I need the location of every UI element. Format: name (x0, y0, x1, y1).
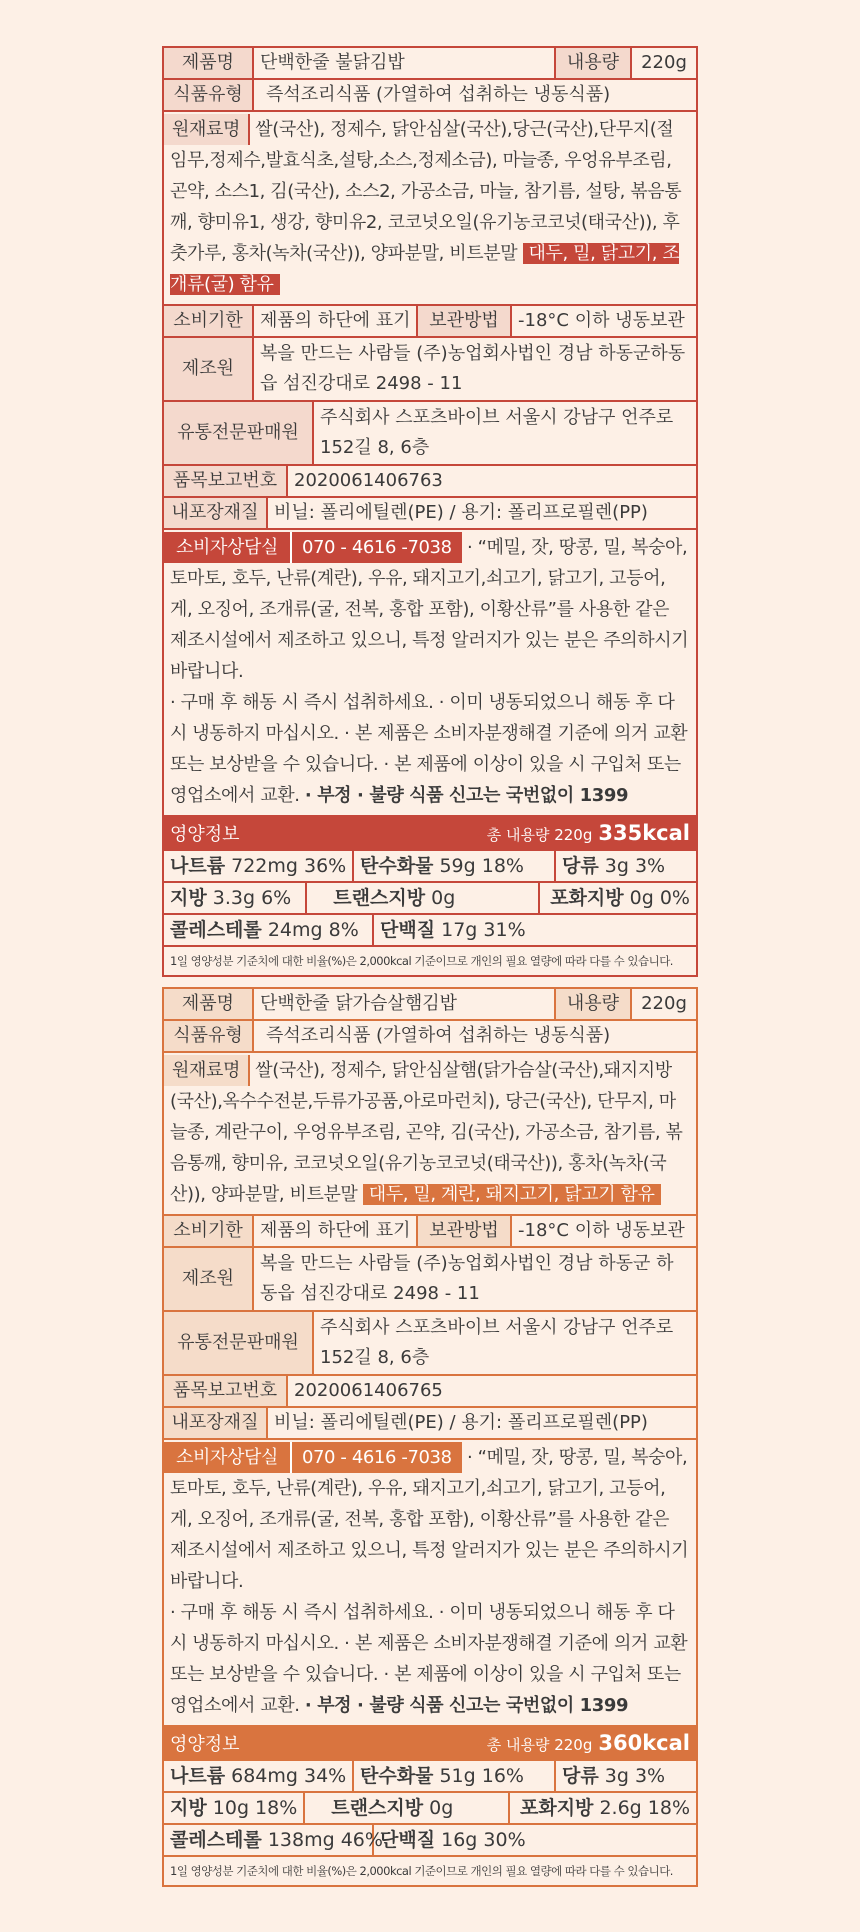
notice-block (164, 1440, 696, 1725)
fat-cell (164, 1793, 305, 1823)
fat-label: 지방 (170, 1797, 207, 1819)
sodium-value: 684mg 34% (231, 1765, 347, 1787)
consumer-center-phone: 070 - 4616 -7038 (290, 1442, 462, 1473)
nutrition-total: 총 내용량 220g (486, 1736, 593, 1754)
product-name-row (164, 48, 696, 80)
nutrition-summary (487, 1731, 690, 1755)
manufacturer-row (164, 338, 696, 402)
nutrition-title: 영양정보 (170, 824, 240, 845)
volume-value: 220g (641, 993, 687, 1014)
ingredients-block (164, 112, 696, 304)
sat-fat-label: 포화지방 (519, 1797, 594, 1819)
fat-value: 3.3g 6% (212, 887, 292, 909)
expiry-label: 소비기한 (164, 306, 254, 336)
ingredients-text: 쌀(국산), 정제수, 닭안심살햄(닭가슴살(국산),돼지지방(국산),옥수수전분,두류가공품,아로마런치), 당근(국산), 단무지, 마늘종, 계란구이, 우엉유부조림, 곤약, 김(국산), 가공소금, 참기름, 볶음통깨, 향미유, 코코넛오일(유기농코코넛(태국산)), 홍차(녹차(국산)), 양파분말, 비트분말 (170, 1060, 683, 1205)
distributor-row (164, 402, 696, 466)
nutrition-row-1 (164, 1761, 696, 1793)
food-type-label: 식품유형 (164, 80, 254, 110)
expiry-row (164, 306, 696, 338)
distributor-row (164, 1312, 696, 1376)
protein-label: 단백질 (380, 919, 436, 941)
cholesterol-cell (164, 915, 374, 945)
nutrition-kcal: 335kcal (598, 821, 690, 845)
ingredients-text: 쌀(국산), 정제수, 닭안심살(국산),당근(국산),단무지(절임무,정제수,발효식초,설탕,소스,정제소금), 마늘종, 우엉유부조림, 곤약, 소스1, 김(국산), 소스2, 가공소금, 마늘, 참기름, 설탕, 볶음통깨, 향미유1, 생강, 향미유2, 코코넛오일(유기농코코넛(태국산)), 후춧가루, 홍차(녹차(국산)), 양파분말, 비트분말 (170, 119, 682, 264)
sodium-value: 722mg 36% (231, 855, 347, 877)
packaging-value: 비닐: 폴리에틸렌(PE) / 용기: 폴리프로필렌(PP) (274, 1412, 648, 1433)
sat-fat-value: 0g 0% (629, 887, 690, 909)
volume-value: 220g (641, 52, 687, 73)
allergy-notice: · “메밀, 잣, 땅콩, 밀, 복숭아, 토마토, 호두, 난류(계란), 우유, 돼지고기,쇠고기, 닭고기, 고등어, 게, 오징어, 조개류(굴, 전복, 홍합 포함), 이황산류”를 사용한 같은 제조시설에서 제조하고 있으니, 특정 알러지가 있는 분은 주의하시기 바랍니다. (170, 537, 689, 682)
allergen-badge: 대두, 밀, 닭고기, 조개류(굴) 함유 (170, 243, 680, 295)
manufacturer-row (164, 1248, 696, 1312)
carb-value: 51g 16% (439, 1765, 524, 1787)
cholesterol-value: 24mg 8% (267, 919, 359, 941)
manufacturer-value: 복을 만드는 사람들 (주)농업회사법인 경남 하동군 하동읍 섬진강대로 2498 - 11 (260, 1253, 674, 1304)
food-type-row (164, 1021, 696, 1053)
expiry-row (164, 1216, 696, 1248)
sugar-label: 당류 (562, 1765, 599, 1787)
distributor-value: 주식회사 스포츠바이브 서울시 강남구 언주로 152길 8, 6층 (320, 407, 674, 458)
expiry-label: 소비기한 (164, 1216, 254, 1246)
storage-label: 보관방법 (418, 1216, 512, 1246)
product-name-label: 제품명 (164, 48, 254, 78)
notice-block (164, 530, 696, 815)
trans-fat-cell (305, 1793, 510, 1823)
storage-label: 보관방법 (418, 306, 512, 336)
report-number: 2020061406763 (294, 470, 443, 491)
consumer-center-phone: 070 - 4616 -7038 (290, 532, 462, 563)
sugar-cell (556, 851, 696, 881)
notice-row (164, 1440, 696, 1727)
food-type-row (164, 80, 696, 112)
ingredients-label: 원재료명 (164, 114, 250, 145)
cholesterol-value: 138mg 46% (267, 1829, 383, 1851)
storage-value: -18°C 이하 냉동보관 (518, 1220, 685, 1241)
distributor-label: 유통전문판매원 (164, 402, 314, 464)
nutrition-row-1 (164, 851, 696, 883)
nutrition-total: 총 내용량 220g (486, 826, 593, 844)
protein-value: 16g 30% (441, 1829, 526, 1851)
packaging-value: 비닐: 폴리에틸렌(PE) / 용기: 폴리프로필렌(PP) (274, 502, 648, 523)
packaging-label: 내포장재질 (164, 498, 268, 528)
sugar-value: 3g 3% (604, 1765, 666, 1787)
packaging-row (164, 498, 696, 530)
sodium-label: 나트륨 (170, 1765, 226, 1787)
nutrition-row-3 (164, 915, 696, 947)
consumer-center-label: 소비자상담실 (164, 1442, 290, 1473)
sat-fat-cell (510, 1793, 696, 1823)
volume-label: 내용량 (556, 989, 632, 1019)
footnote: 1일 영양성분 기준치에 대한 비율(%)은 2,000kcal 기준이므로 개인의 필요 열량에 따라 다를 수 있습니다. (170, 954, 673, 968)
nutrition-summary (487, 821, 690, 845)
footnote: 1일 영양성분 기준치에 대한 비율(%)은 2,000kcal 기준이므로 개인의 필요 열량에 따라 다를 수 있습니다. (170, 1864, 673, 1878)
cholesterol-cell (164, 1825, 383, 1855)
expiry-value: 제품의 하단에 표기 (254, 306, 418, 336)
report-row (164, 1376, 696, 1408)
distributor-label: 유통전문판매원 (164, 1312, 314, 1374)
nutrition-row-3 (164, 1825, 696, 1857)
carb-label: 탄수화물 (360, 855, 434, 877)
carb-label: 탄수화물 (360, 1765, 434, 1787)
nutrition-title: 영양정보 (170, 1734, 240, 1755)
volume-label: 내용량 (556, 48, 632, 78)
notice-row (164, 530, 696, 817)
ingredients-label: 원재료명 (164, 1055, 250, 1086)
fat-label: 지방 (170, 887, 207, 909)
sat-fat-cell (540, 883, 696, 913)
food-type-label: 식품유형 (164, 1021, 254, 1051)
sugar-label: 당류 (562, 855, 599, 877)
trans-fat-value: 0g (431, 887, 456, 909)
trans-fat-label: 트랜스지방 (333, 887, 426, 909)
cholesterol-label: 콜레스테롤 (170, 919, 262, 941)
expiry-value: 제품의 하단에 표기 (254, 1216, 418, 1246)
product-name-row (164, 989, 696, 1021)
product-name-label: 제품명 (164, 989, 254, 1019)
packaging-row (164, 1408, 696, 1440)
report-number: 2020061406765 (294, 1380, 443, 1401)
sodium-label: 나트륨 (170, 855, 226, 877)
manufacturer-label: 제조원 (164, 1248, 254, 1310)
nutrition-row-2 (164, 1793, 696, 1825)
nutrition-header (164, 817, 696, 851)
sugar-cell (556, 1761, 696, 1791)
fat-value: 10g 18% (212, 1797, 298, 1819)
food-type: 즉석조리식품 (가열하여 섭취하는 냉동식품) (266, 84, 611, 105)
protein-cell (374, 915, 696, 945)
sat-fat-label: 포화지방 (550, 887, 624, 909)
carb-value: 59g 18% (439, 855, 524, 877)
report-label: 품목보고번호 (164, 466, 288, 496)
ingredients-row (164, 1053, 696, 1216)
distributor-value: 주식회사 스포츠바이브 서울시 강남구 언주로 152길 8, 6층 (320, 1317, 674, 1368)
product-label-2 (162, 987, 698, 1887)
ingredients-block (164, 1053, 696, 1214)
sugar-value: 3g 3% (604, 855, 666, 877)
allergy-notice: · “메밀, 잣, 땅콩, 밀, 복숭아, 토마토, 호두, 난류(계란), 우유, 돼지고기,쇠고기, 닭고기, 고등어, 게, 오징어, 조개류(굴, 전복, 홍합 포함), 이황산류”를 사용한 같은 제조시설에서 제조하고 있으니, 특정 알러지가 있는 분은 주의하시기 바랍니다. (170, 1447, 689, 1592)
cholesterol-label: 콜레스테롤 (170, 1829, 262, 1851)
protein-label: 단백질 (380, 1829, 436, 1851)
product-name: 단백한줄 닭가슴살햄김밥 (254, 989, 556, 1019)
consumer-center-label: 소비자상담실 (164, 532, 290, 563)
trans-fat-value: 0g (429, 1797, 454, 1819)
ingredients-row (164, 112, 696, 306)
storage-value: -18°C 이하 냉동보관 (518, 310, 685, 331)
report-row (164, 466, 696, 498)
report-hotline: · 부정 · 불량 식품 신고는 국번없이 1399 (304, 1695, 629, 1716)
handling-notice: · 구매 후 해동 시 즉시 섭취하세요. · 이미 냉동되었으니 해동 후 다시 냉동하지 마십시오. · 본 제품은 소비자분쟁해결 기준에 의거 교환 또는 보상받을 수 있습니다. · 본 제품에 이상이 있을 시 구입처 또는 영업소에서 교환. (170, 1602, 688, 1716)
product-name: 단백한줄 불닭김밥 (254, 48, 556, 78)
trans-fat-cell (307, 883, 540, 913)
product-label-1 (162, 46, 698, 977)
carb-cell (354, 851, 556, 881)
sodium-cell (164, 1761, 354, 1791)
manufacturer-value: 복을 만드는 사람들 (주)농업회사법인 경남 하동군하동읍 섬진강대로 2498 - 11 (260, 343, 686, 394)
carb-cell (354, 1761, 556, 1791)
fat-cell (164, 883, 307, 913)
nutrition-row-2 (164, 883, 696, 915)
protein-cell (374, 1825, 696, 1855)
food-type: 즉석조리식품 (가열하여 섭취하는 냉동식품) (266, 1025, 611, 1046)
allergen-badge: 대두, 밀, 계란, 돼지고기, 닭고기 함유 (363, 1184, 661, 1205)
trans-fat-label: 트랜스지방 (331, 1797, 424, 1819)
sodium-cell (164, 851, 354, 881)
packaging-label: 내포장재질 (164, 1408, 268, 1438)
nutrition-kcal: 360kcal (598, 1731, 690, 1755)
nutrition-header (164, 1727, 696, 1761)
report-hotline: · 부정 · 불량 식품 신고는 국번없이 1399 (304, 785, 629, 806)
protein-value: 17g 31% (441, 919, 526, 941)
sat-fat-value: 2.6g 18% (599, 1797, 690, 1819)
manufacturer-label: 제조원 (164, 338, 254, 400)
report-label: 품목보고번호 (164, 1376, 288, 1406)
handling-notice: · 구매 후 해동 시 즉시 섭취하세요. · 이미 냉동되었으니 해동 후 다시 냉동하지 마십시오. · 본 제품은 소비자분쟁해결 기준에 의거 교환 또는 보상받을 수 있습니다. · 본 제품에 이상이 있을 시 구입처 또는 영업소에서 교환. (170, 692, 688, 806)
